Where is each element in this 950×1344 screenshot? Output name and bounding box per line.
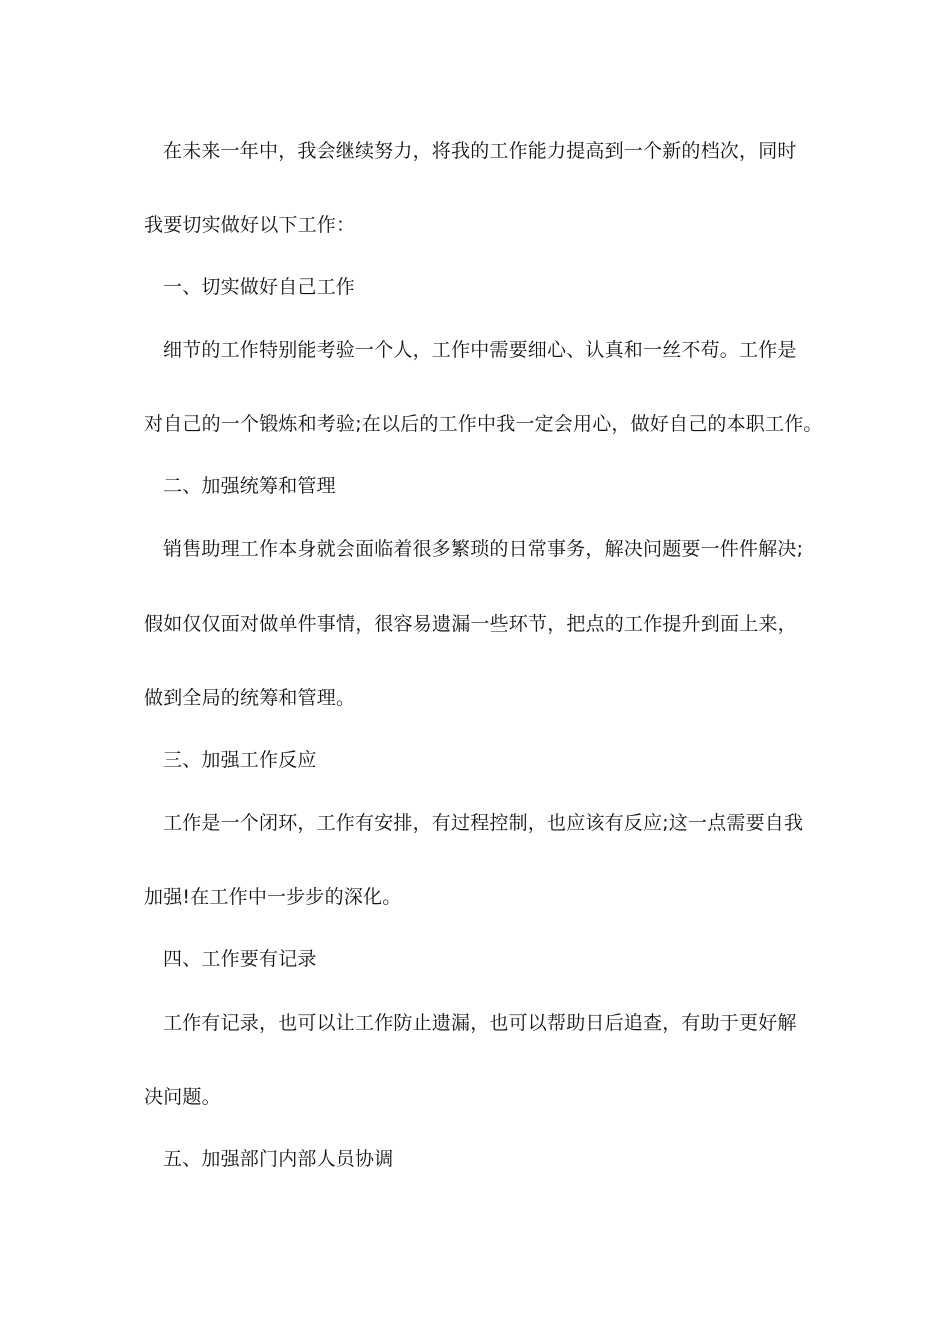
section-heading-4: 四、工作要有记录: [163, 948, 317, 970]
section-heading-3: 三、加强工作反应: [163, 749, 317, 771]
section-4-line-1: 工作有记录，也可以让工作防止遗漏，也可以帮助日后追查，有助于更好解: [163, 1012, 797, 1034]
paragraph-intro-line-2: 我要切实做好以下工作：: [144, 214, 356, 236]
section-1-line-2: 对自己的一个锻炼和考验;在以后的工作中我一定会用心，做好自己的本职工作。: [144, 413, 823, 435]
section-4-line-2: 决问题。: [144, 1086, 221, 1108]
section-3-line-1: 工作是一个闭环，工作有安排，有过程控制，也应该有反应;这一点需要自我: [163, 812, 804, 834]
section-2-line-3: 做到全局的统筹和管理。: [144, 687, 356, 709]
section-heading-2: 二、加强统筹和管理: [163, 475, 336, 497]
section-2-line-1: 销售助理工作本身就会面临着很多繁琐的日常事务，解决问题要一件件解决;: [163, 538, 804, 560]
section-heading-1: 一、切实做好自己工作: [163, 276, 356, 298]
section-1-line-1: 细节的工作特别能考验一个人，工作中需要细心、认真和一丝不苟。工作是: [163, 339, 797, 361]
section-2-line-2: 假如仅仅面对做单件事情，很容易遗漏一些环节，把点的工作提升到面上来，: [144, 613, 797, 635]
paragraph-intro-line-1: 在未来一年中，我会继续努力，将我的工作能力提高到一个新的档次，同时: [163, 140, 797, 162]
section-heading-5: 五、加强部门内部人员协调: [163, 1148, 394, 1170]
section-3-line-2: 加强!在工作中一步步的深化。: [144, 886, 402, 908]
